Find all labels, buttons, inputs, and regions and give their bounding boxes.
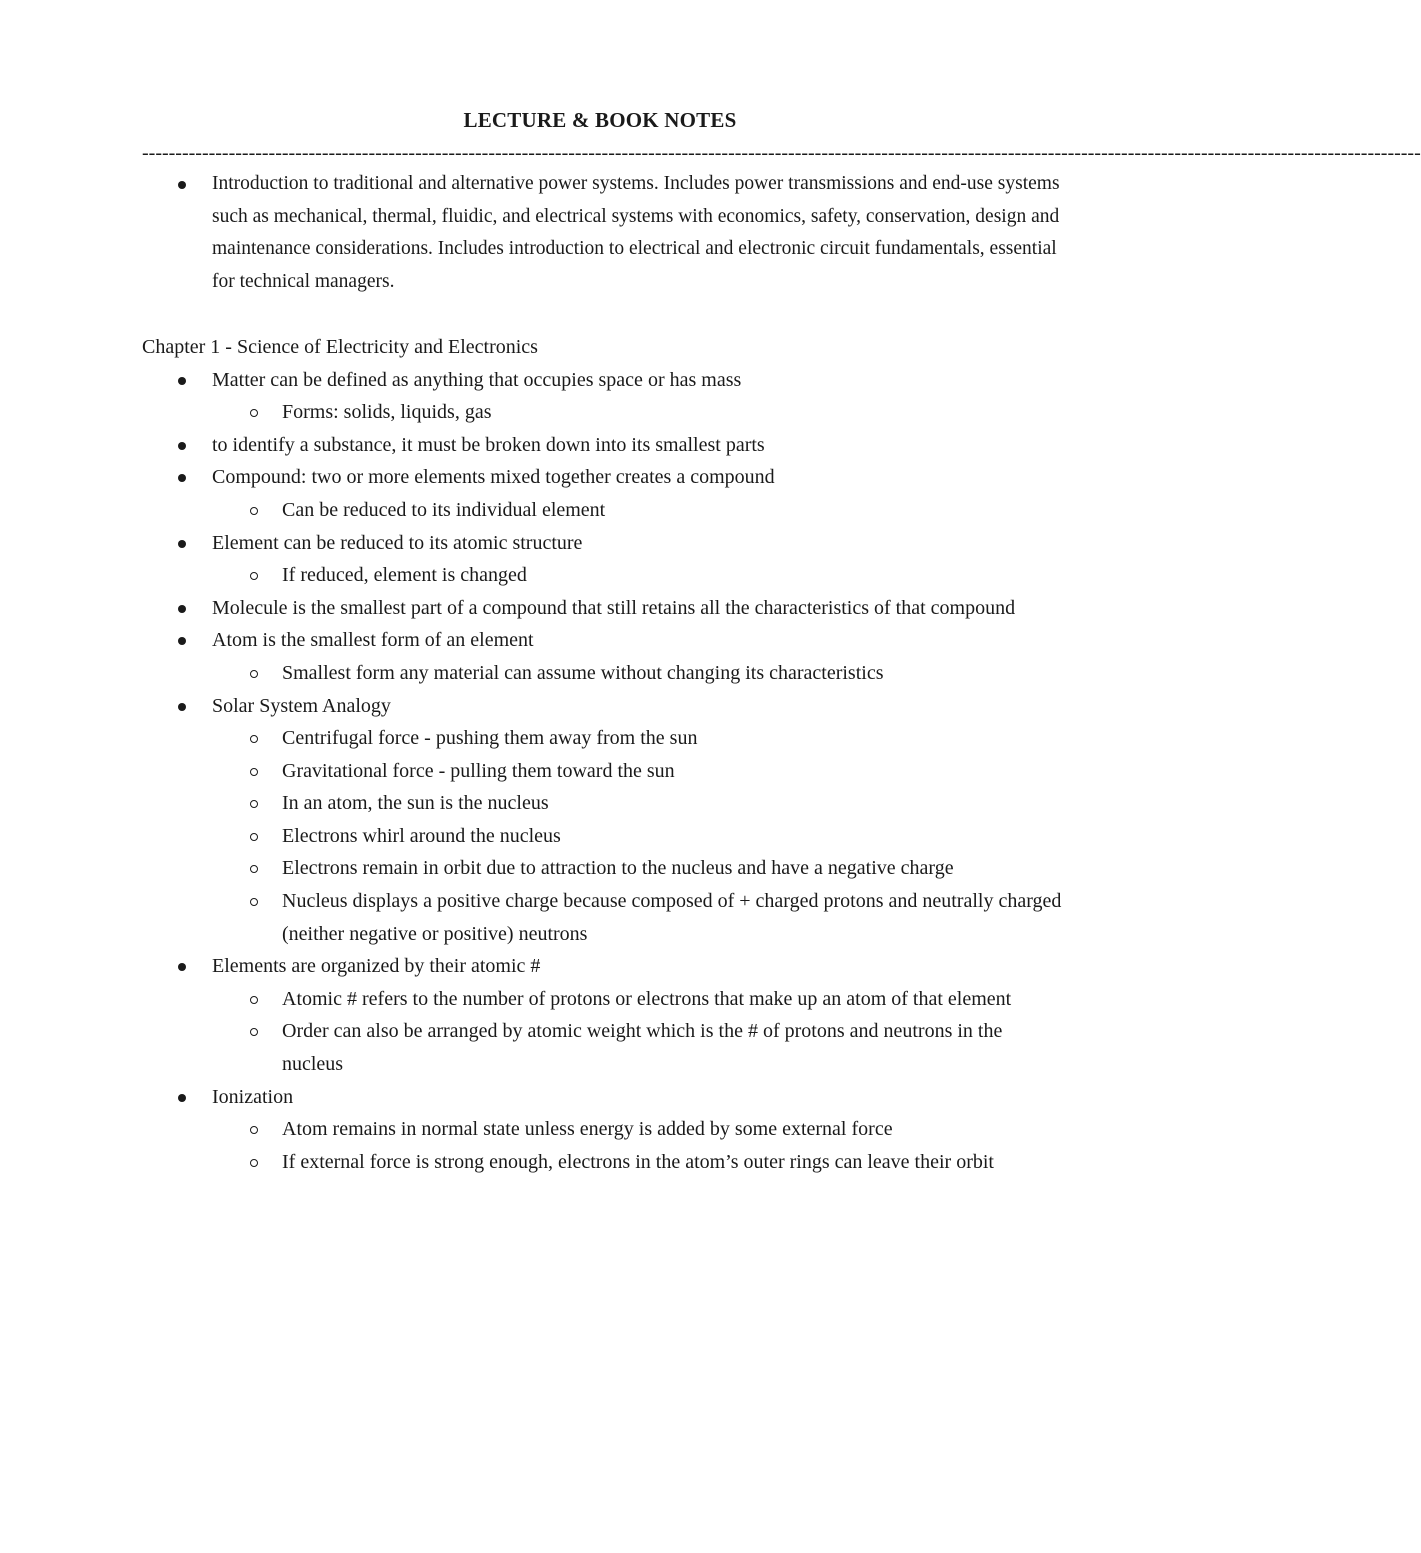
chapter-heading: Chapter 1 - Science of Electricity and Electronics [142,335,538,358]
note-sub-bullet: If reduced, element is changed [142,559,1062,592]
note-sub-bullet: Nucleus displays a positive charge because composed of + charged protons and neutrally charged (neither negative or positive) neutrons [142,885,1062,950]
divider-line: ------------------------------------------------------------------------------------------------------------------------------------------------------------------------------------------------ [142,142,1421,164]
notes-body [142,168,1062,1178]
note-bullet: Molecule is the smallest part of a compound that still retains all the characteristics of that compound [142,592,1062,625]
note-sub-bullet: Smallest form any material can assume without changing its characteristics [142,657,1062,690]
note-sub-bullet: Atom remains in normal state unless energy is added by some external force [142,1113,1062,1146]
note-sub-bullet: Electrons whirl around the nucleus [142,820,1062,853]
note-bullet: Solar System Analogy [142,690,1062,723]
note-sub-bullet: Can be reduced to its individual element [142,494,1062,527]
note-sub-bullet: Electrons remain in orbit due to attraction to the nucleus and have a negative charge [142,852,1062,885]
note-sub-bullet: Order can also be arranged by atomic weight which is the # of protons and neutrons in the nucleus [142,1015,1062,1080]
note-sub-bullet: In an atom, the sun is the nucleus [142,787,1062,820]
note-sub-bullet: Atomic # refers to the number of protons or electrons that make up an atom of that element [142,983,1062,1016]
note-sub-bullet: Centrifugal force - pushing them away from the sun [142,722,1062,755]
note-bullet: Elements are organized by their atomic # [142,950,1062,983]
note-bullet: to identify a substance, it must be broken down into its smallest parts [142,429,1062,462]
note-sub-bullet: Gravitational force - pulling them toward the sun [142,755,1062,788]
note-bullet: Atom is the smallest form of an element [142,624,1062,657]
chapter-notes-list [142,364,1062,1179]
note-sub-bullet: If external force is strong enough, electrons in the atom’s outer rings can leave their orbit [142,1146,1062,1179]
intro-list [142,168,1062,298]
note-sub-bullet: Forms: solids, liquids, gas [142,396,1062,429]
note-bullet: Matter can be defined as anything that occupies space or has mass [142,364,1062,397]
page-title: LECTURE & BOOK NOTES [463,108,737,132]
note-bullet: Ionization [142,1081,1062,1114]
note-bullet: Compound: two or more elements mixed together creates a compound [142,461,1062,494]
note-bullet: Element can be reduced to its atomic structure [142,527,1062,560]
intro-bullet: Introduction to traditional and alternative power systems. Includes power transmissions and end-use systems such as mechanical, thermal, fluidic, and electrical systems with economics, safety, conservation, design and maintenance considerations. Includes introduction to electrical and electronic circuit fundamentals, essential for technical managers. [142,168,1062,298]
